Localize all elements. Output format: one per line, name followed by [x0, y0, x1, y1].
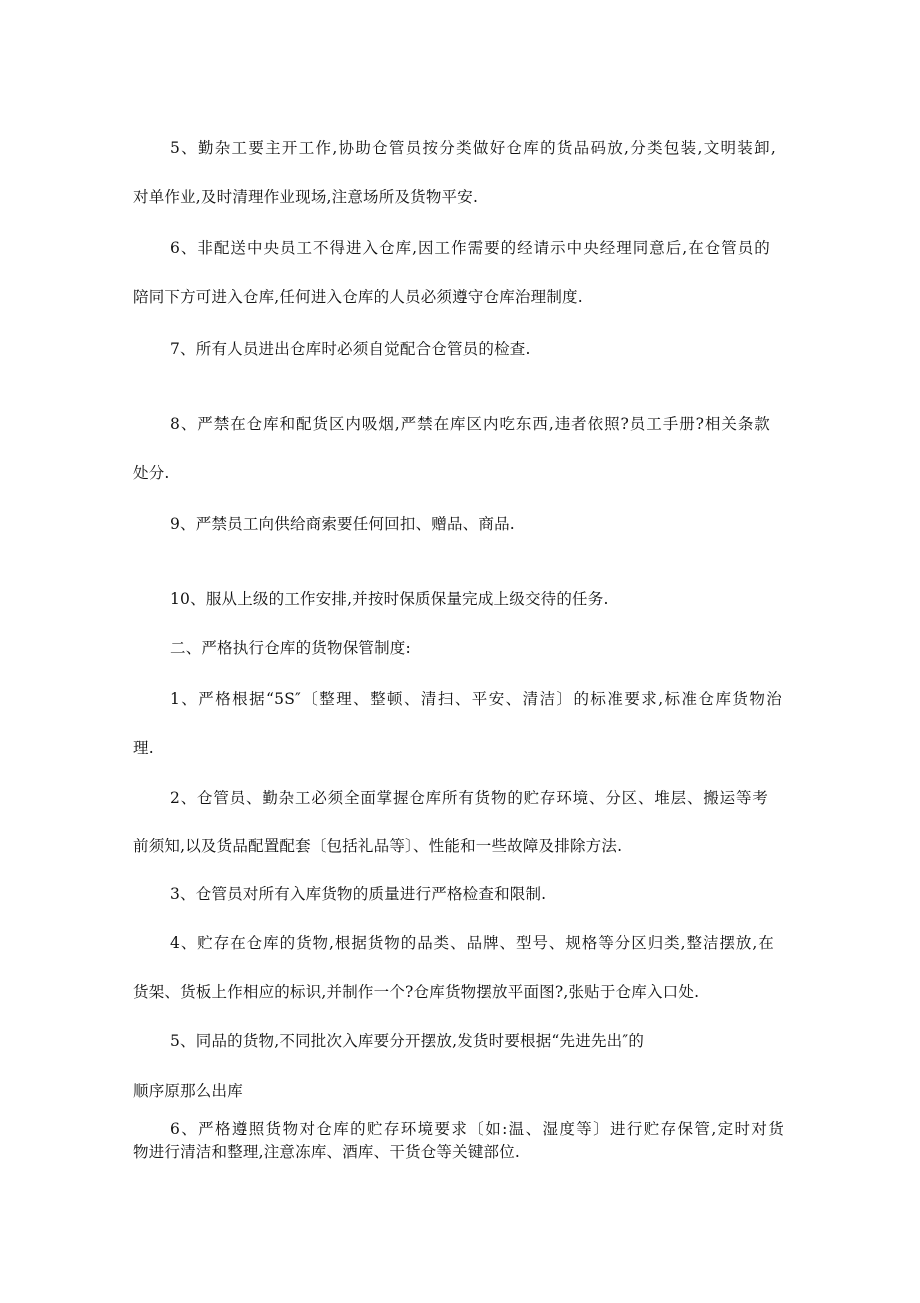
- storage-rule-6-line-2: 物进行清洁和整理,注意冻库、酒库、干货仓等关键部位.: [133, 1143, 521, 1161]
- storage-rule-2-line-1: 2、仓管员、勤杂工必须全面掌握仓库所有货物的贮存环境、分区、堆层、搬运等考: [170, 789, 768, 807]
- rule-5-line-1: 5、勤杂工要主开工作,协助仓管员按分类做好仓库的货品码放,分类包装,文明装卸,: [170, 139, 776, 157]
- storage-rule-4-line-2: 货架、货板上作相应的标识,并制作一个?仓库货物摆放平面图?,张贴于仓库入口处.: [133, 983, 700, 1001]
- rule-10: 10、服从上级的工作安排,并按时保质保量完成上级交待的任务.: [170, 590, 609, 608]
- rule-9: 9、严禁员工向供给商索要任何回扣、赠品、商品.: [170, 515, 515, 533]
- rule-7: 7、所有人员进出仓库时必须自觉配合仓管员的检查.: [170, 340, 531, 358]
- storage-rule-5-line-1: 5、同品的货物,不同批次入库要分开摆放,发货时要根据“先进先出″的: [170, 1032, 645, 1050]
- storage-rule-3: 3、仓管员对所有入库货物的质量进行严格检查和限制.: [170, 885, 547, 903]
- storage-rule-5-line-2: 顺序原那么出库: [133, 1082, 243, 1100]
- rule-6-line-2: 陪同下方可进入仓库,任何进入仓库的人员必须遵守仓库治理制度.: [133, 288, 583, 306]
- storage-rule-2-line-2: 前须知,以及货品配置配套〔包括礼品等〕、性能和一些故障及排除方法.: [133, 837, 623, 855]
- rule-8-line-2: 处分.: [133, 464, 170, 482]
- storage-rule-6-line-1: 6、严格遵照货物对仓库的贮存环境要求〔如:温、湿度等〕进行贮存保管,定时对货: [170, 1120, 784, 1138]
- rule-6-line-1: 6、非配送中央员工不得进入仓库,因工作需要的经请示中央经理同意后,在仓管员的: [170, 239, 770, 257]
- rule-8-line-1: 8、严禁在仓库和配货区内吸烟,严禁在库区内吃东西,违者依照?员工手册?相关条款: [170, 415, 770, 433]
- storage-rule-1-line-1: 1、严格根据“5S″〔整理、整顿、清扫、平安、清洁〕的标准要求,标准仓库货物治: [170, 690, 782, 708]
- rule-5-line-2: 对单作业,及时清理作业现场,注意场所及货物平安.: [133, 188, 479, 206]
- section-heading-2: 二、严格执行仓库的货物保管制度:: [170, 639, 411, 657]
- storage-rule-1-line-2: 理.: [133, 739, 154, 757]
- storage-rule-4-line-1: 4、贮存在仓库的货物,根据货物的品类、品牌、型号、规格等分区归类,整洁摆放,在: [170, 934, 774, 952]
